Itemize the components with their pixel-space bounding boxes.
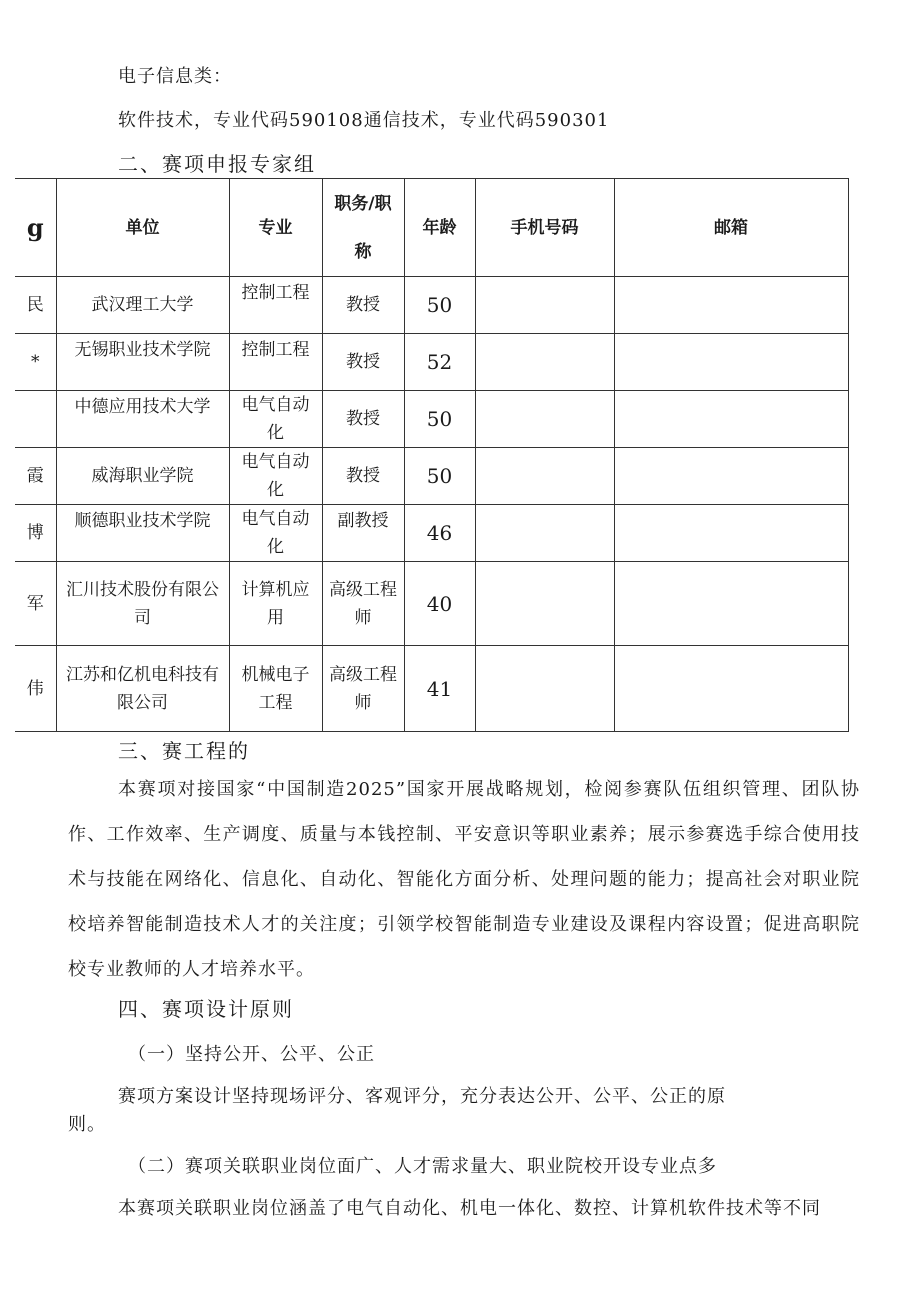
cell-major: 控制工程 — [229, 277, 322, 334]
subsection-1-title: （一）坚持公开、公平、公正 — [128, 1044, 375, 1065]
cell-unit: 汇川技术股份有限公司 — [56, 562, 229, 646]
cell-phone — [475, 448, 614, 505]
cell-email — [614, 277, 848, 334]
header-email: 邮箱 — [614, 179, 848, 277]
cell-email — [614, 646, 848, 732]
cell-major: 电气自动化 — [229, 448, 322, 505]
section-3-text: 本赛项对接国家“中国制造2025”国家开展战略规划，检阅参赛队伍组织管理、团队协作、工作效率、生产调度、质量与本钱控制、平安意识等职业素养；展示参赛选手综合使用技术与技能在网络化、信息化、自动化、智能化方面分析、处理问题的能力；提高社会对职业院校培养智能制造技术人才的关注度；引领学校智能制造专业建设及课程内容设置；促进高职院校专业教师的人才培养水平。 — [68, 779, 860, 980]
table-row — [15, 277, 848, 334]
header-major: 专业 — [229, 179, 322, 277]
cell-age: 52 — [404, 334, 475, 391]
cell-title: 高级工程师 — [322, 646, 404, 732]
header-unit: 单位 — [56, 179, 229, 277]
cell-email — [614, 562, 848, 646]
cell-title: 教授 — [322, 391, 404, 448]
cell-title: 副教授 — [322, 505, 404, 562]
cell-unit: 顺德职业技术学院 — [56, 505, 229, 562]
table-row — [15, 391, 848, 448]
subsection-1-text-line2: 则。 — [68, 1114, 106, 1135]
cell-email — [614, 448, 848, 505]
header-title — [322, 179, 404, 277]
cell-age: 50 — [404, 448, 475, 505]
cell-name: 伟 — [15, 646, 56, 732]
cell-name: 民 — [15, 277, 56, 334]
section-3-paragraph — [68, 767, 860, 992]
cell-title: 教授 — [322, 277, 404, 334]
cell-phone — [475, 391, 614, 448]
cell-name: 霞 — [15, 448, 56, 505]
header-title-text: 职务/职称 — [334, 193, 392, 262]
category-label: 电子信息类： — [118, 66, 232, 87]
header-age: 年龄 — [404, 179, 475, 277]
table-row — [15, 646, 848, 732]
cell-age: 50 — [404, 277, 475, 334]
cell-name — [15, 391, 56, 448]
cell-name: 军 — [15, 562, 56, 646]
cell-age: 46 — [404, 505, 475, 562]
cell-title: 高级工程师 — [322, 562, 404, 646]
cell-major: 计算机应用 — [229, 562, 322, 646]
section-2-title: 二、赛项申报专家组 — [118, 152, 316, 176]
cell-email — [614, 334, 848, 391]
subsection-2-title: （二）赛项关联职业岗位面广、人才需求量大、职业院校开设专业点多 — [128, 1156, 717, 1177]
cell-phone — [475, 505, 614, 562]
expert-table — [15, 178, 849, 732]
cell-phone — [475, 562, 614, 646]
table-row — [15, 505, 848, 562]
subsection-1-text-line1: 赛项方案设计坚持现场评分、客观评分，充分表达公开、公平、公正的原 — [118, 1086, 726, 1107]
table-row — [15, 448, 848, 505]
cell-major: 电气自动化 — [229, 505, 322, 562]
cell-phone — [475, 334, 614, 391]
cell-major: 电气自动化 — [229, 391, 322, 448]
cell-title: 教授 — [322, 448, 404, 505]
majors-line: 软件技术，专业代码590108通信技术，专业代码590301 — [118, 110, 610, 131]
table-row — [15, 334, 848, 391]
cell-unit: 无锡职业技术学院 — [56, 334, 229, 391]
header-name: g — [15, 179, 56, 277]
cell-name: 博 — [15, 505, 56, 562]
cell-age: 40 — [404, 562, 475, 646]
cell-phone — [475, 646, 614, 732]
cell-age: 50 — [404, 391, 475, 448]
cell-title: 教授 — [322, 334, 404, 391]
cell-email — [614, 505, 848, 562]
cell-major: 机械电子工程 — [229, 646, 322, 732]
cell-email — [614, 391, 848, 448]
table-header-row — [15, 179, 848, 277]
cell-age: 41 — [404, 646, 475, 732]
section-4-title: 四、赛项设计原则 — [118, 997, 294, 1021]
header-phone: 手机号码 — [475, 179, 614, 277]
cell-unit: 武汉理工大学 — [56, 277, 229, 334]
cell-phone — [475, 277, 614, 334]
cell-unit: 江苏和亿机电科技有限公司 — [56, 646, 229, 732]
cell-unit: 中德应用技术大学 — [56, 391, 229, 448]
subsection-2-text: 本赛项关联职业岗位涵盖了电气自动化、机电一体化、数控、计算机软件技术等不同 — [118, 1198, 821, 1219]
section-3-title: 三、赛工程的 — [118, 739, 250, 763]
table-row — [15, 562, 848, 646]
cell-name: * — [15, 334, 56, 391]
cell-unit: 威海职业学院 — [56, 448, 229, 505]
cell-major: 控制工程 — [229, 334, 322, 391]
